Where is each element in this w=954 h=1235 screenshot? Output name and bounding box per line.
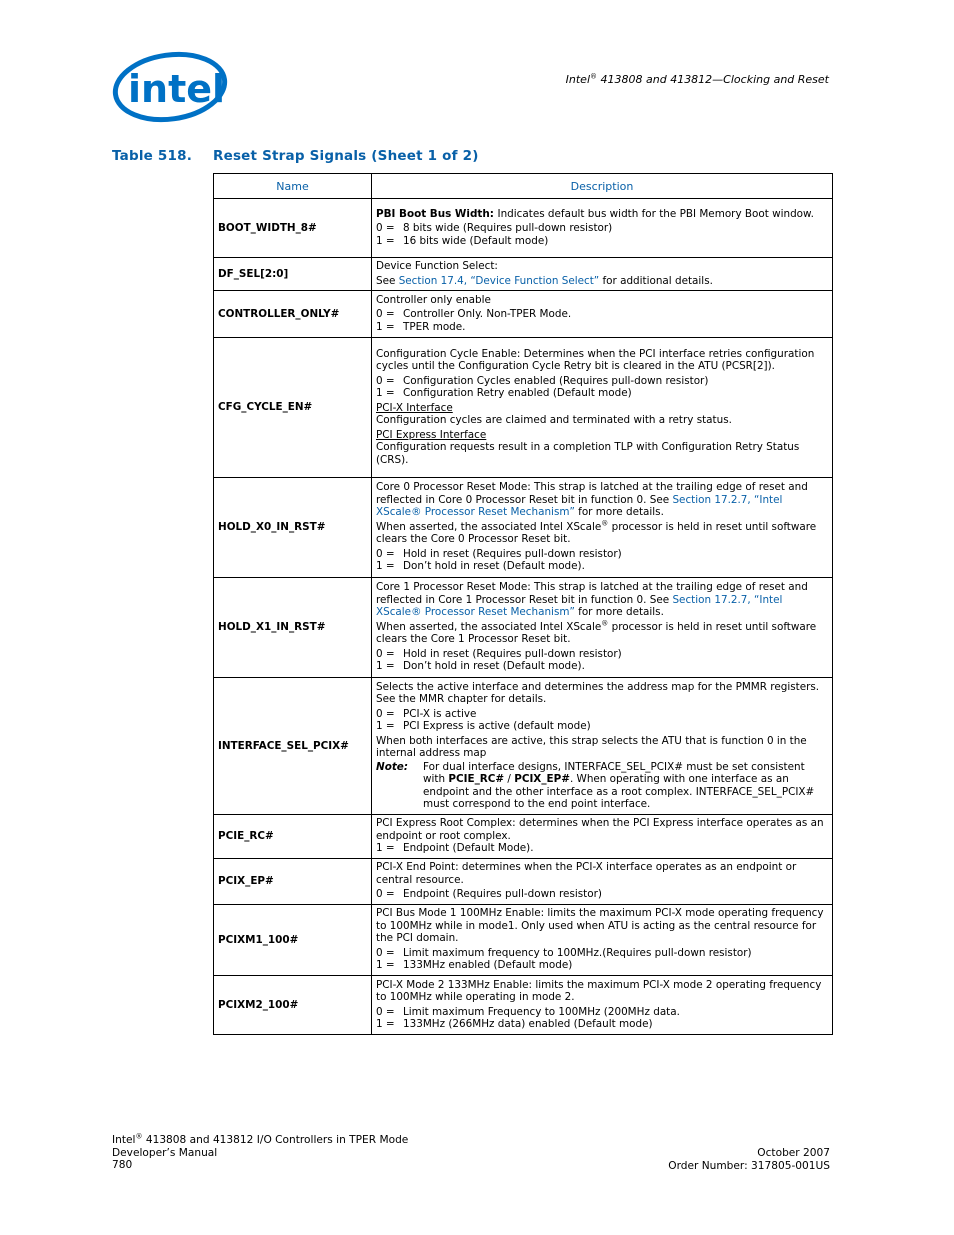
- list-item: 0 = Limit maximum frequency to 100MHz.(Requires pull-down resistor): [376, 946, 752, 959]
- list-item: 0 = PCI-X is active: [376, 707, 477, 720]
- list-item: 0 = Limit maximum Frequency to 100MHz (200MHz data.: [376, 1005, 680, 1018]
- intel-logo: [108, 47, 228, 127]
- signal-name: DF_SEL[2:0]: [214, 258, 372, 291]
- table-row: [214, 258, 833, 291]
- signal-description: PCI Bus Mode 1 100MHz Enable: limits the maximum PCI-X mode operating frequency to 100MHz while in mode1. Only used when ATU is acting as the central resource for the PCI domain. 0 = Limit maximum frequency to 100MHz.(Requires pull-down resistor) 1 = 133MHz enabled (Default mode): [372, 905, 833, 976]
- column-header-description: Description: [372, 174, 833, 199]
- table-row: [214, 338, 833, 478]
- signal-description: Selects the active interface and determines the address map for the PMMR registers. See the MMR chapter for details. 0 = PCI-X is active 1 = PCI Express is active (default mode) When both interfaces are active, this strap selects the ATU that is function 0 in the internal address map Note: For dual interface designs, INTERFACE_SEL_PCIX# must be set consistent with PCIE_RC# / PCIX_EP#. When operating with one interface as an endpoint and the other interface as a root complex. INTERFACE_SEL_PCIX# must correspond to the end point interface.: [372, 678, 833, 815]
- signal-name: INTERFACE_SEL_PCIX#: [214, 678, 372, 815]
- signal-description: PBI Boot Bus Width: Indicates default bus width for the PBI Memory Boot window. 0 = 8 bits wide (Requires pull-down resistor) 1 = 16 bits wide (Default mode): [372, 199, 833, 258]
- signal-name: PCIX_EP#: [214, 859, 372, 905]
- signal-description: Device Function Select: See Section 17.4, “Device Function Select” for additional details.: [372, 258, 833, 291]
- footer-order-number: Order Number: 317805-001US: [668, 1159, 830, 1172]
- note-label: Note:: [376, 760, 409, 773]
- signal-name: CFG_CYCLE_EN#: [214, 338, 372, 478]
- signal-name: PCIXM1_100#: [214, 905, 372, 976]
- signal-description: Core 0 Processor Reset Mode: This strap is latched at the trailing edge of reset and reflected in Core 0 Processor Reset bit in function 0. See Section 17.2.7, “Intel XScale® Processor Reset Mechanism” for more details. When asserted, the associated Intel XScale® processor is held in reset until software clears the Core 0 Processor Reset bit. 0 = Hold in reset (Requires pull-down resistor) 1 = Don’t hold in reset (Default mode).: [372, 478, 833, 578]
- list-item: 1 = 133MHz (266MHz data) enabled (Default mode): [376, 1018, 653, 1030]
- table-row: [214, 905, 833, 976]
- list-item: 1 = 133MHz enabled (Default mode): [376, 959, 573, 972]
- footer-right: [668, 1147, 830, 1172]
- reset-strap-table: [213, 173, 833, 1035]
- list-item: 0 = 8 bits wide (Requires pull-down resistor): [376, 222, 613, 235]
- subheading-pcix: PCI-X Interface: [376, 401, 453, 414]
- table-header-row: [214, 174, 833, 199]
- table-row: [214, 976, 833, 1035]
- list-item: 0 = Hold in reset (Requires pull-down resistor): [376, 647, 622, 660]
- signal-name: PCIXM2_100#: [214, 976, 372, 1035]
- table-number: Table 518.: [112, 148, 193, 164]
- signal-description: PCI-X Mode 2 133MHz Enable: limits the maximum PCI-X mode 2 operating frequency to 100MHz while operating in mode 2. 0 = Limit maximum Frequency to 100MHz (200MHz data. 1 = 133MHz (266MHz data) enabled (Default mode): [372, 976, 833, 1035]
- list-item: 1 = Don’t hold in reset (Default mode).: [376, 560, 585, 573]
- table-row: [214, 678, 833, 815]
- signal-description: Core 1 Processor Reset Mode: This strap is latched at the trailing edge of reset and reflected in Core 1 Processor Reset bit in function 0. See Section 17.2.7, “Intel XScale® Processor Reset Mechanism” for more details. When asserted, the associated Intel XScale® processor is held in reset until software clears the Core 1 Processor Reset bit. 0 = Hold in reset (Requires pull-down resistor) 1 = Don’t hold in reset (Default mode).: [372, 578, 833, 678]
- footer-date: October 2007: [757, 1147, 830, 1159]
- subheading-pcie: PCI Express Interface: [376, 428, 487, 441]
- header-title: 413808 and 413812—Clocking and Reset: [597, 73, 829, 86]
- list-item: 0 = Endpoint (Requires pull-down resistor): [376, 888, 602, 901]
- table-row: [214, 199, 833, 258]
- signal-name: HOLD_X0_IN_RST#: [214, 478, 372, 578]
- header-brand: Intel: [565, 73, 591, 86]
- list-item: 1 = Endpoint (Default Mode).: [376, 842, 534, 855]
- running-header: Intel® 413808 and 413812—Clocking and Reset: [565, 72, 829, 86]
- signal-description: Controller only enable 0 = Controller Only. Non-TPER Mode. 1 = TPER mode.: [372, 291, 833, 338]
- list-item: 1 = PCI Express is active (default mode): [376, 720, 591, 732]
- table-row: [214, 815, 833, 859]
- table-row: [214, 291, 833, 338]
- list-item: 1 = 16 bits wide (Default mode): [376, 234, 549, 247]
- signal-name: HOLD_X1_IN_RST#: [214, 578, 372, 678]
- signal-description: PCI-X End Point: determines when the PCI-X interface operates as an endpoint or central resource. 0 = Endpoint (Requires pull-down resistor): [372, 859, 833, 905]
- list-item: 0 = Controller Only. Non-TPER Mode.: [376, 308, 572, 321]
- list-item: 1 = Don’t hold in reset (Default mode).: [376, 660, 585, 673]
- svg-text:intel: intel: [128, 67, 226, 111]
- signal-name: BOOT_WIDTH_8#: [214, 199, 372, 258]
- signal-description: Configuration Cycle Enable: Determines when the PCI interface retries configuration cycles until the Configuration Cycle Retry bit is cleared in the ATU (PCSR[2]). 0 = Configuration Cycles enabled (Requires pull-down resistor) 1 = Configuration Retry enabled (Default mode) PCI-X Interface Configuration cycles are claimed and terminated with a retry status. PCI Express Interface Configuration requests result in a completion TLP with Configuration Retry Status (CRS).: [372, 338, 833, 478]
- table-title: Reset Strap Signals (Sheet 1 of 2): [213, 148, 479, 164]
- footer-left: Intel® 413808 and 413812 I/O Controllers in TPER Mode Developer’s Manual 780: [112, 1132, 409, 1171]
- section-link[interactable]: Section 17.2.7, “Intel XScale® Processor Reset Mechanism”: [376, 593, 783, 619]
- page-number: 780: [112, 1159, 133, 1171]
- table-caption: [112, 148, 479, 164]
- signal-description: PCI Express Root Complex: determines when the PCI Express interface operates as an endpoint or root complex. 1 = Endpoint (Default Mode).: [372, 815, 833, 859]
- list-item: 0 = Hold in reset (Requires pull-down resistor): [376, 547, 622, 560]
- table-row: [214, 478, 833, 578]
- list-item: 0 = Configuration Cycles enabled (Requires pull-down resistor): [376, 374, 709, 387]
- signal-name: PCIE_RC#: [214, 815, 372, 859]
- column-header-name: Name: [214, 174, 372, 199]
- note: Note: For dual interface designs, INTERFACE_SEL_PCIX# must be set consistent with PCIE_RC# / PCIX_EP#. When operating with one interface as an endpoint and the other interface as a root complex. INTERFACE_SEL_PCIX# must correspond to the end point interface.: [376, 760, 815, 810]
- list-item: 1 = TPER mode.: [376, 320, 466, 333]
- section-link[interactable]: Section 17.4, “Device Function Select”: [398, 274, 600, 287]
- section-link[interactable]: Section 17.2.7, “Intel XScale® Processor Reset Mechanism”: [376, 493, 783, 519]
- signal-name: CONTROLLER_ONLY#: [214, 291, 372, 338]
- table-row: [214, 578, 833, 678]
- table-row: [214, 859, 833, 905]
- footer-manual: Developer’s Manual: [112, 1146, 218, 1159]
- list-item: 1 = Configuration Retry enabled (Default mode): [376, 387, 632, 400]
